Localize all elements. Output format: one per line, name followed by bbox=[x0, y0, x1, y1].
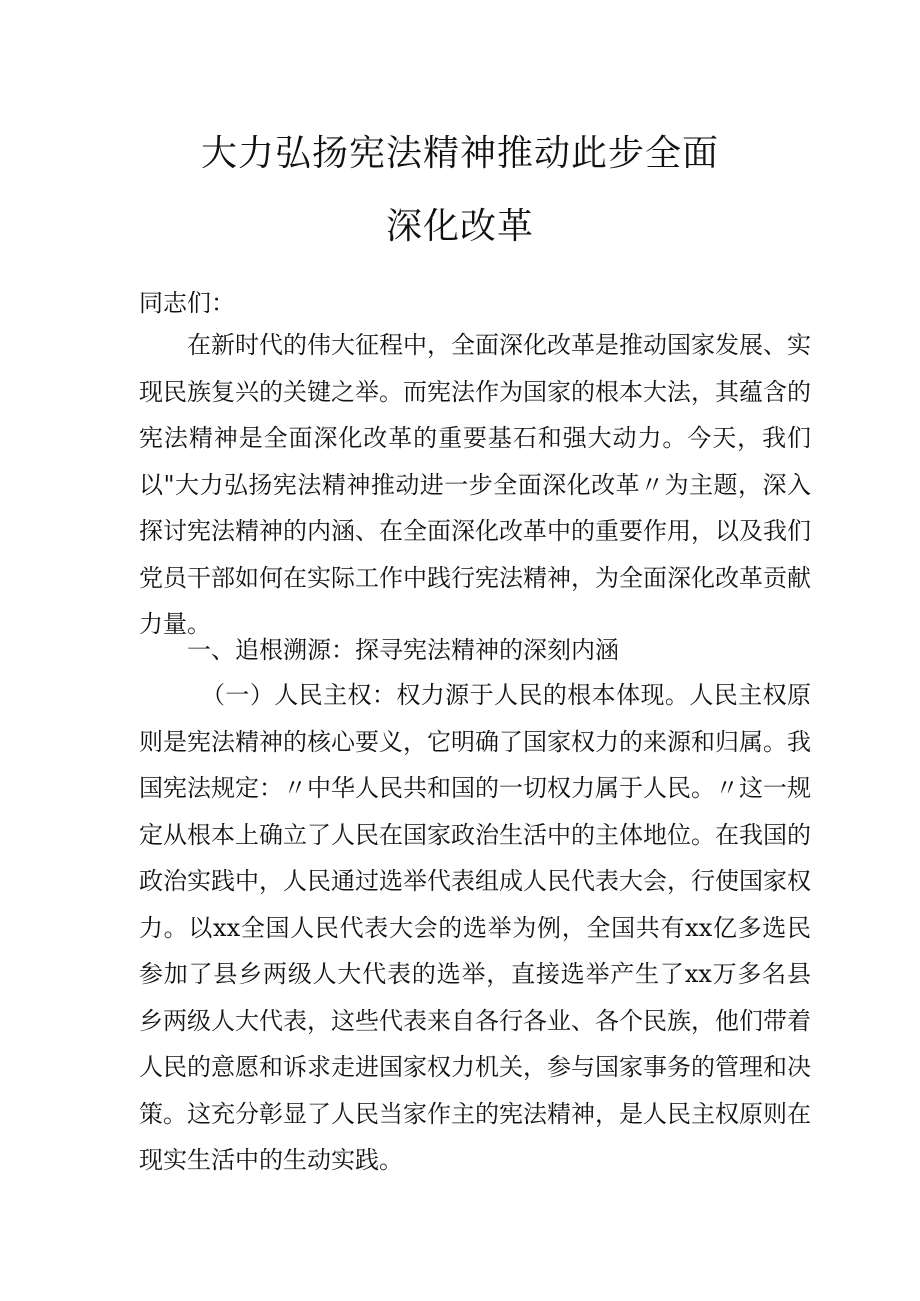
document-title-line-2: 深化改革 bbox=[385, 206, 534, 247]
salutation: 同志们： bbox=[139, 289, 235, 317]
paragraph-intro: 在新时代的伟大征程中，全面深化改革是推动国家发展、实现民族复兴的关键之举。而宪法作为国家的根本大法，其蕴含的宪法精神是全面深化改革的重要基石和强大动力。今天，我们以"大力弘扬宪法精神推动进一步全面深化改革〃为主题，深入探讨宪法精神的内涵、在全面深化改革中的重要作用，以及我们党员干部如何在实际工作中践行宪法精神，为全面深化改革贡献力量。 bbox=[139, 331, 811, 638]
section-heading-1: 一、追根溯源：探寻宪法精神的深刻内涵 bbox=[187, 636, 619, 664]
document-title-line-1: 大力弘扬宪法精神推动此步全面 bbox=[200, 133, 719, 174]
paragraph-people-sovereignty: （一）人民主权：权力源于人民的根本体现。人民主权原则是宪法精神的核心要义，它明确了国家权力的来源和归属。我国宪法规定：〃中华人民共和国的一切权力属于人民。〃这一规定从根本上确立了人民在国家政治生活中的主体地位。在我国的政治实践中，人民通过选举代表组成人民代表大会，行使国家权力。以xx全国人民代表大会的选举为例，全国共有xx亿多选民参加了县乡两级人大代表的选举，直接选举产生了xx万多名县乡两级人大代表，这些代表来自各行各业、各个民族，他们带着人民的意愿和诉求走进国家权力机关，参与国家事务的管理和决策。这充分彰显了人民当家作主的宪法精神，是人民主权原则在现实生活中的生动实践。 bbox=[139, 681, 811, 1174]
